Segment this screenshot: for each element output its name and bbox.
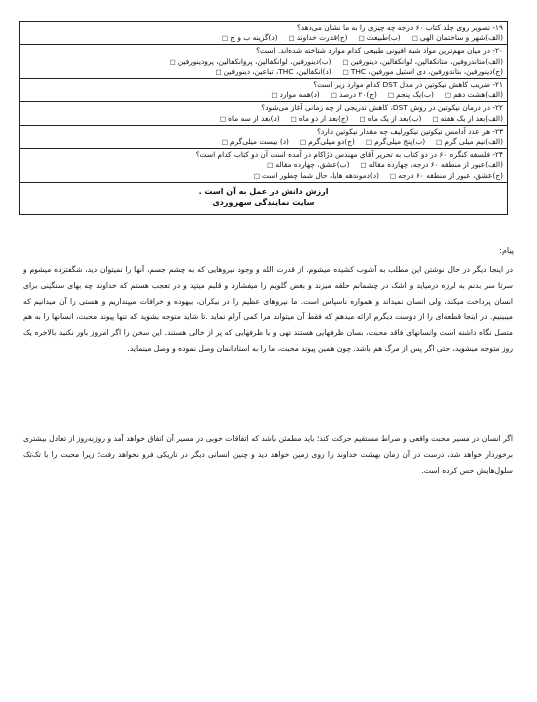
answer-option-label: (د)انکفالین، THC، تباعین، دینورفین	[223, 66, 332, 76]
answer-option[interactable]	[412, 33, 503, 42]
question-row	[20, 125, 508, 148]
footer-motto: ارزش دانش در عمل به آن است .	[198, 186, 329, 196]
question-cell	[20, 45, 508, 79]
checkbox-icon[interactable]: □	[215, 67, 224, 76]
checkbox-icon[interactable]: □	[365, 138, 375, 147]
answer-option[interactable]	[343, 67, 503, 76]
answer-option[interactable]	[220, 114, 280, 123]
answer-option[interactable]	[170, 57, 332, 66]
answer-option-label: (ج)۲۰ درصد	[339, 90, 377, 100]
question-row	[20, 45, 508, 79]
question-cell	[20, 22, 508, 45]
answer-option-label: (ج)دو میلی‌گرم	[308, 137, 355, 147]
footer-cell	[20, 182, 508, 214]
answer-option[interactable]	[222, 33, 277, 42]
answer-option[interactable]	[343, 57, 503, 66]
checkbox-icon[interactable]: □	[222, 34, 231, 43]
question-cell	[20, 79, 508, 102]
answer-option[interactable]	[388, 90, 434, 99]
message-label: پیام:	[499, 246, 514, 255]
checkbox-icon[interactable]: □	[271, 91, 280, 100]
question-text: ۲۲- در درمان نیکوتین در روش DST، کاهش تدریجی از چه زمانی آغاز می‌شود؟	[261, 103, 503, 113]
checkbox-icon[interactable]: □	[387, 91, 397, 100]
answer-option[interactable]	[215, 67, 331, 76]
question-text: ۲۰- در میان مهم‌ترین مواد شبه افیونی طبیعی کدام موارد شناخته شده‌اند. است؟	[256, 46, 503, 56]
answer-option-label: (ب)طبیعت	[366, 33, 401, 43]
checkbox-icon[interactable]: □	[342, 67, 351, 76]
answer-option[interactable]	[291, 114, 349, 123]
answer-option[interactable]	[222, 137, 289, 146]
checkbox-icon[interactable]: □	[342, 57, 351, 66]
options-line	[24, 171, 503, 181]
question-text: ۲۳- هر عدد آدامس نیکوتین نیکورلیف چه مقدار نیکوتین دارد؟	[316, 126, 503, 136]
checkbox-icon[interactable]: □	[169, 57, 178, 66]
answer-option[interactable]	[366, 137, 425, 146]
checkbox-icon[interactable]: □	[253, 171, 263, 180]
options-line	[24, 90, 503, 100]
checkbox-icon[interactable]: □	[432, 114, 441, 123]
checkbox-icon[interactable]: □	[358, 34, 367, 43]
answer-option-label: (الف)شهر و ساختمان الهی	[419, 33, 503, 43]
answer-option[interactable]	[432, 114, 503, 123]
answer-option[interactable]	[359, 33, 401, 42]
question-cell	[20, 149, 508, 183]
checkbox-icon[interactable]: □	[290, 114, 299, 123]
checkbox-icon[interactable]: □	[219, 114, 229, 123]
question-row	[20, 149, 508, 183]
message-paragraph-2: اگر انسان در مسیر محبت واقعی و صراط مستقیم حرکت کند؛ باید مطمئن باشد که اتفاقات خوبی در مسیر آن اتفاق خواهد آمد و روزبه‌روز از تعادل بیشتری برخوردار خواهد شد، درست در آن زمان بهشت خداوند را روی زمین خواهد دید و چنین انسانی دیگر در تاریکی فرو نخواهد رفت؛ زیرا محبت را با تک‌تک سلول‌هایش حس کرده است.	[23, 434, 513, 475]
answer-option-label: (الف)نیم میلی گرم	[444, 137, 503, 147]
options-line	[24, 160, 503, 170]
answer-option[interactable]	[361, 160, 504, 169]
answer-option-label: (د) بیست میلی‌گرم	[230, 137, 289, 147]
answer-option-label: (الف)هشت دهم	[453, 90, 503, 100]
question-text: ۲۴- فلسفه کنگره ۶۰ در دو کتاب به تحریر آقای مهندس دژاکام در آمده است آن دو کتاب کدام است؟	[195, 150, 503, 160]
answer-option-label: (ب)دینورفین، لوانکفالین، پروانکفالین، پرودینورفین	[177, 56, 332, 66]
answer-option-label: (د)گزینه ب و ج	[230, 33, 278, 43]
question-text: ۱۹- تصویر روی جلد کتاب ۶۰ درجه چه چیزی را به ما نشان می‌دهد؟	[296, 23, 503, 32]
answer-option[interactable]	[390, 171, 503, 180]
question-cell	[20, 102, 508, 125]
options-line	[24, 33, 503, 43]
answer-option[interactable]	[289, 33, 348, 42]
answer-option-label: (د)همه موارد	[279, 90, 320, 100]
answer-option-label: (ب)یک پنجم	[396, 90, 434, 100]
question-text: ۲۱- ضریب کاهش نیکوتین در مدل DST کدام موارد زیر است؟	[313, 80, 503, 90]
answer-option-label: (الف)عبور از منطقه ۶۰ درجه، چهارده مقاله	[368, 160, 503, 170]
answer-option[interactable]	[331, 90, 377, 99]
checkbox-icon[interactable]: □	[221, 138, 231, 147]
message-paragraph-1: در اینجا دیگر در حال نوشتن این مطلب به آشوب کشیده میشوم. از قدرت الله و وجود نیروهایی که به چشم جسم، آنها را نمیتوان دید، شگفتزده میشوم و سرتا سر بدنم به لرزه درمیاید و اشک در چشمانم حلقه میزند و بغض گلویم را میفشارد و قلبم میتپد و در تعجب هستم که خداوند چه بهای سنگینی برای انسان پرداخت میکند، ولی انسان نمیداند و همواره ناسپاس است. ما نیروهای عظیم را در بیکران، بیهوده و خرافات میپنداریم و هستی را آن میدانیم که میبینیم. در اینجا قطعه‌ای را از دوست دیگرم ارائه میدهم که فقط آن میتواند مرا کمی آرام نماید .تا شاید متوجه بشوید که تنها پیوند محبت، انسانها را به هم متصل نگاه داشته است وانسانهای فاقد محبت، بسان ظرفهایی هستند تهی و یا ظرفهایی که پر از خالی هستند. این سخن را اگر امروز باور نکنید بالاخره یک روز متوجه میشوید، حتی اگر پس از مرگ هم باشد. چون همین پیوند محبت، ما را به استادانمان وصل نموده و وصل مینماید.	[23, 265, 513, 353]
answer-option-label: (د)دموندهه هایا، حال شما چطور است	[262, 170, 379, 180]
question-row	[20, 102, 508, 125]
question-row	[20, 22, 508, 45]
checkbox-icon[interactable]: □	[389, 171, 399, 180]
options-line	[24, 137, 503, 147]
answer-option[interactable]	[300, 137, 355, 146]
quiz-table	[19, 21, 508, 215]
checkbox-icon[interactable]: □	[411, 34, 420, 43]
answer-option[interactable]	[267, 160, 349, 169]
checkbox-icon[interactable]: □	[330, 91, 340, 100]
answer-option[interactable]	[360, 114, 422, 123]
question-row	[20, 79, 508, 102]
checkbox-icon[interactable]: □	[359, 114, 368, 123]
question-cell	[20, 125, 508, 148]
answer-option[interactable]	[445, 90, 503, 99]
checkbox-icon[interactable]: □	[267, 161, 276, 170]
answer-option-label: (ج)عشق، عبور از منطقه ۶۰ درجه	[398, 170, 503, 180]
footer-site-name: سایت نمایندگی سهروردی	[212, 197, 315, 207]
options-line	[24, 57, 503, 67]
checkbox-icon[interactable]: □	[436, 138, 445, 147]
answer-option-label: (الف)متاندروفین، متانکفالین، لوانکفالین، دینورفین	[350, 56, 503, 66]
answer-option[interactable]	[254, 171, 379, 180]
answer-option[interactable]	[436, 137, 503, 146]
answer-option-label: (الف)بعد از یک هفته	[440, 113, 503, 123]
answer-option-label: (ب)بعد از یک ماه	[367, 113, 422, 123]
checkbox-icon[interactable]: □	[360, 161, 369, 170]
checkbox-icon[interactable]: □	[299, 138, 309, 147]
checkbox-icon[interactable]: □	[444, 91, 454, 100]
answer-option-label: (ج)قدرت خداوند	[296, 33, 348, 43]
answer-option-label: (ج)دینورفین، بتاندورفین، دی استیل مورفین، THC	[350, 66, 503, 76]
answer-option-label: (د)بعد از سه ماه	[228, 113, 280, 123]
answer-option[interactable]	[271, 90, 319, 99]
answer-option-label: (ب)عشق، چهارده مقاله	[275, 160, 350, 170]
options-line	[24, 114, 503, 124]
answer-option-label: (ب)پنج میلی‌گرم	[374, 137, 426, 147]
answer-option-label: (ج)بعد از دو ماه	[298, 113, 349, 123]
checkbox-icon[interactable]: □	[288, 34, 297, 43]
options-line	[24, 67, 503, 77]
